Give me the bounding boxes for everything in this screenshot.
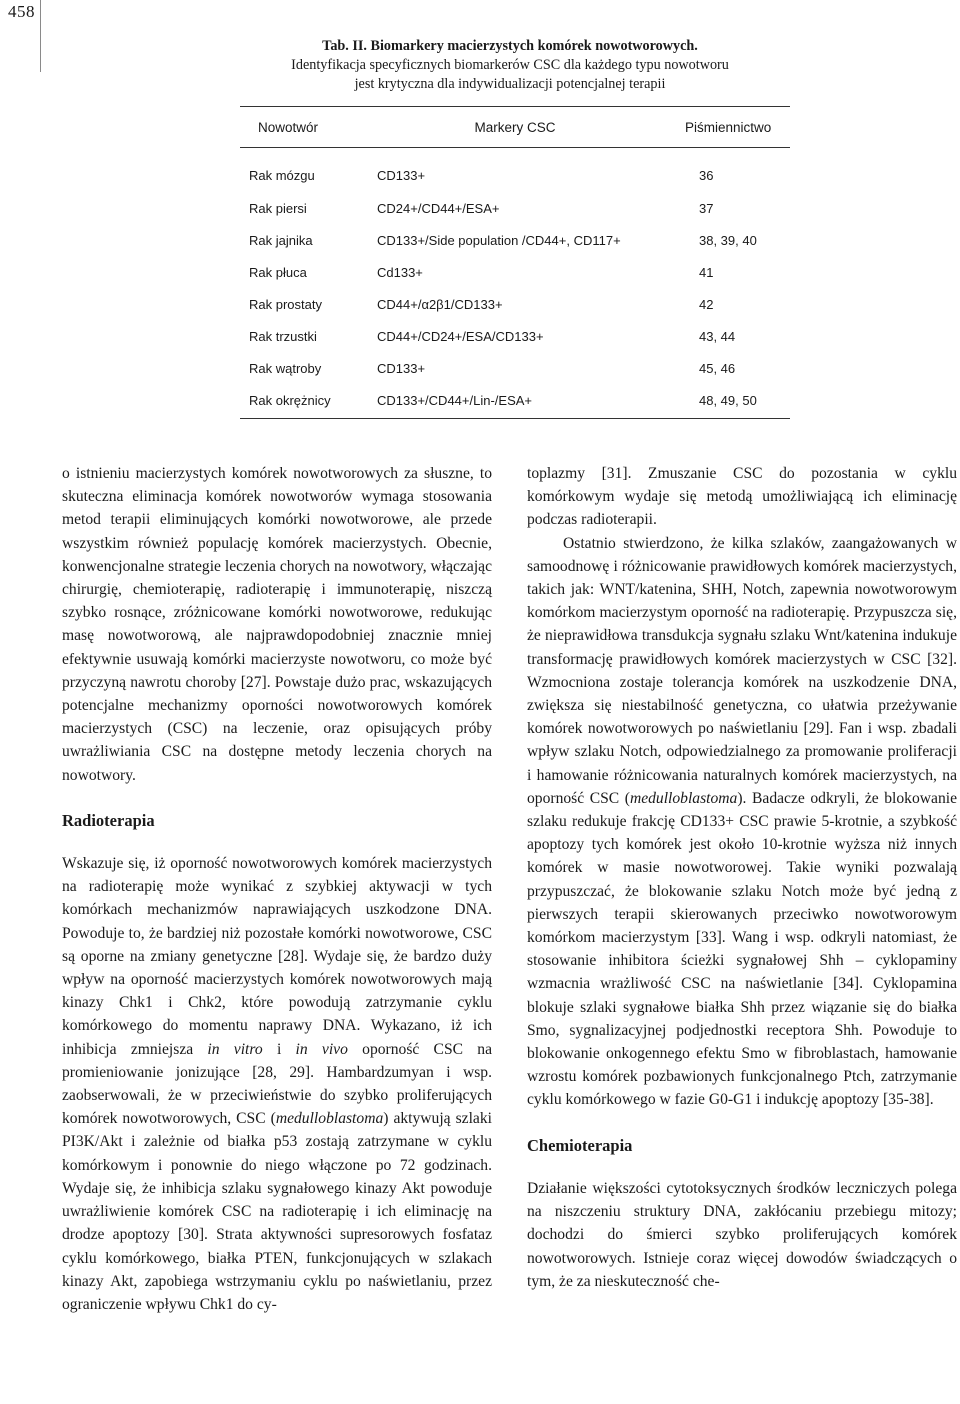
italic-term: in vivo <box>295 1040 348 1058</box>
text-run: Ostatnio stwierdzono, że kilka szlaków, zaangażowanych w samoodnowę i różnicowanie prawidłowych komórek macierzystych, takich jak: WNT/katenina, SHH, Notch, zapewnia nowotworowym komórkom macierzystym oporność na radioterapię. Przypuszcza się, że nieprawidłowa transdukcja sygnału szlaku Wnt/katenina indukuje transformację prawidłowych komórek macierzystych w CSC [32]. Wzmocniona zostaje tolerancja komórek na uszkodzenie DNA, zwiększa się niestabilność genetyczna, co ułatwia przeżywanie komórek nowotworowych po naświetlaniu [29]. Fan i wsp. zbadali wpływ szlaku Notch, odpowiedzialnego za promowanie proliferacji i hamowanie różnicowania naturalnych komórek macierzystych, na oporność CSC ( <box>527 534 957 807</box>
table-row <box>240 297 790 317</box>
left-paragraph-intro: o istnieniu macierzystych komórek nowotworowych za słuszne, to skuteczna eliminacja komórek nowotworów wymaga stosowania metod terapii eliminujących komórki nowotworowe, ale przede wszystkim również populację komórek macierzystych. Obecnie, konwencjonalne strategie leczenia chorych na nowotwory, włączając chirurgię, chemioterapię, radioterapię i immunoterapię, niszczą szybko rosnące, zróżnicowane komórki nowotworowe, redukując masę nowotworową, ale najprawdopodobniej znacznie mniej efektywnie usuwają komórki macierzyste nowotworu, co może być przyczyną nawrotu choroby [27]. Powstaje dużo prac, wskazujących potencjalne mechanizmy oporności nowotworowych komórek macierzystych (CSC) na leczenie, oraz opisujących próby uwrażliwiania CSC na dostępne metody leczenia chorych na nowotwory. <box>62 465 492 784</box>
cell-markers: CD133+/Side population /CD44+, CD117+ <box>377 233 621 248</box>
right-paragraph-continuation: toplazmy [31]. Zmuszanie CSC do pozostania w cyklu komórkowym wydaje się metodą umożliwiającą ich eliminację podczas radioterapii. <box>527 465 957 529</box>
italic-term: medulloblastoma <box>275 1110 384 1128</box>
table-bottom-rule <box>240 418 790 419</box>
cell-markers: CD133+/CD44+/Lin-/ESA+ <box>377 393 533 408</box>
text-run: ) aktywują szlaki PI3K/Akt i zależnie od białka p53 zostają zatrzymane w cyklu komórkowym i ponownie do niego włączone po 72 godzinach. Wydaje się, że inhibicja szlaku sygnałowego kinazy Akt powoduje uwrażliwienie komórek CSC na radioterapię i ich eliminację na drodze apoptozy [30]. Strata aktywności supresorowych fosfataz cyklu komórkowego, białka PTEN, funkcjonujących w szlakach kinazy Akt, zapobiega wstrzymaniu cyklu po naświetlaniu, przez ograniczenie wpływu Chk1 do cy- <box>62 1110 492 1313</box>
cell-markers: CD24+/CD44+/ESA+ <box>377 201 500 216</box>
table-caption-line2: Identyfikacja specyficznych biomarkerów CSC dla każdego typu nowotworu <box>291 57 729 73</box>
text-run: oporność CSC na promieniowanie jonizujące [28, 29]. Hambardzumyan i wsp. zaobserwowali, że w przeciwieństwie do szybko proliferujących komórek nowotworowych, CSC ( <box>62 1040 493 1128</box>
text-run: ). Badacze odkryli, że blokowanie szlaku redukuje frakcję CD133+ CSC prawie 5-krotnie, a szybkość apoptozy tych komórek jest około 10-krotnie wyższa niż innych komórek w masie nowotworowej. Takie wyniki pozwalają przypuszczać, że blokowanie szlaku Notch może być jedną z pierwszych terapii skierowanych przeciwko nowotworowym komórkom macierzystym [33]. Wang i wsp. odkryli natomiast, że stosowanie inhibitora ścieżki sygnałowej Shh – cyklopaminy wzmacnia wrażliwość CSC na naświetlanie [34]. Cyklopamina blokuje szlaki sygnałowe białka Shh przez wiązanie się do białka Smo, sygnalizacyjnej podjednostki receptora Shh. Powoduje to blokowanie onkogennego efektu Smo w fibroblastach, hamowanie wzrostu komórek pozbawionych funkcjonalnego Ptch, zatrzymanie cyklu komórkowego w fazie G0-G1 i indukcję apoptozy [35-38]. <box>527 789 957 1109</box>
biomarker-table <box>240 106 790 419</box>
section-heading-radioterapia: Radioterapia <box>62 810 155 830</box>
cell-markers: Cd133+ <box>377 265 423 280</box>
right-paragraph-chemioterapia: Działanie większości cytotoksycznych środków leczniczych polega na niszczeniu struktury DNA, zakłócaniu przebiegu mitozy; dochodzi do śmierci szybko proliferujących komórek nowotworowych. Istnieje coraz więcej dowodów świadczących o tym, że za nieskuteczność che- <box>527 1179 957 1290</box>
right-paragraph-pathways <box>527 532 957 1112</box>
table-body <box>240 148 790 418</box>
text-run: Wskazuje się, iż oporność nowotworowych komórek macierzystych na radioterapię może wynikać z szybkiej aktywacji w tych komórkach mechanizmów naprawiających uszkodzone DNA. Powoduje to, że bardziej niż pozostałe komórki nowotworowe, CSC są oporne na zmiany genetyczne [28]. Wydaje się, że bardzo duży wpływ na oporność macierzystych komórek nowotworowych mają kinazy Chk1 i Chk2, które powodują zatrzymanie cyklu komórkowego do momentu naprawy DNA. Wykazano, iż ich inhibicja zmniejsza <box>62 855 492 1058</box>
page-number: 458 <box>8 2 35 21</box>
table-caption <box>230 37 790 94</box>
cell-tumor: Rak piersi <box>249 201 307 216</box>
cell-refs: 43, 44 <box>699 329 736 344</box>
cell-refs: 42 <box>699 297 714 312</box>
table-row <box>240 168 790 188</box>
cell-markers: CD133+ <box>377 361 426 376</box>
cell-tumor: Rak jajnika <box>249 233 313 248</box>
margin-rule <box>40 0 41 72</box>
cell-markers: CD133+ <box>377 168 426 183</box>
cell-refs: 36 <box>699 168 714 183</box>
table-row <box>240 233 790 253</box>
table-caption-title: Tab. II. Biomarkery macierzystych komórek nowotworowych. <box>322 38 698 54</box>
cell-markers: CD44+/α2β1/CD133+ <box>377 297 503 312</box>
cell-tumor: Rak okrężnicy <box>249 393 331 408</box>
header-refs: Piśmiennictwo <box>685 120 772 135</box>
table-header-row <box>240 107 790 147</box>
header-tumor: Nowotwór <box>258 120 319 135</box>
cell-tumor: Rak płuca <box>249 265 307 280</box>
table-row <box>240 329 790 349</box>
right-column <box>527 462 957 1293</box>
header-markers: Markery CSC <box>474 120 556 135</box>
cell-refs: 41 <box>699 265 714 280</box>
cell-refs: 38, 39, 40 <box>699 233 757 248</box>
table-row <box>240 265 790 285</box>
cell-refs: 37 <box>699 201 714 216</box>
table-row <box>240 201 790 221</box>
italic-term: in vitro <box>207 1040 263 1058</box>
table-caption-line3: jest krytyczna dla indywidualizacji potencjalnej terapii <box>354 76 666 92</box>
cell-tumor: Rak mózgu <box>249 168 315 183</box>
cell-tumor: Rak trzustki <box>249 329 317 344</box>
table-row <box>240 393 790 413</box>
cell-markers: CD44+/CD24+/ESA/CD133+ <box>377 329 544 344</box>
cell-refs: 48, 49, 50 <box>699 393 757 408</box>
cell-tumor: Rak prostaty <box>249 297 322 312</box>
italic-term: medulloblastoma <box>629 789 738 807</box>
left-paragraph-radioterapia <box>62 852 492 1316</box>
left-column <box>62 462 492 1316</box>
cell-tumor: Rak wątroby <box>249 361 322 376</box>
table-row <box>240 361 790 381</box>
text-run: i <box>262 1040 296 1058</box>
cell-refs: 45, 46 <box>699 361 736 376</box>
section-heading-chemioterapia: Chemioterapia <box>527 1135 633 1155</box>
